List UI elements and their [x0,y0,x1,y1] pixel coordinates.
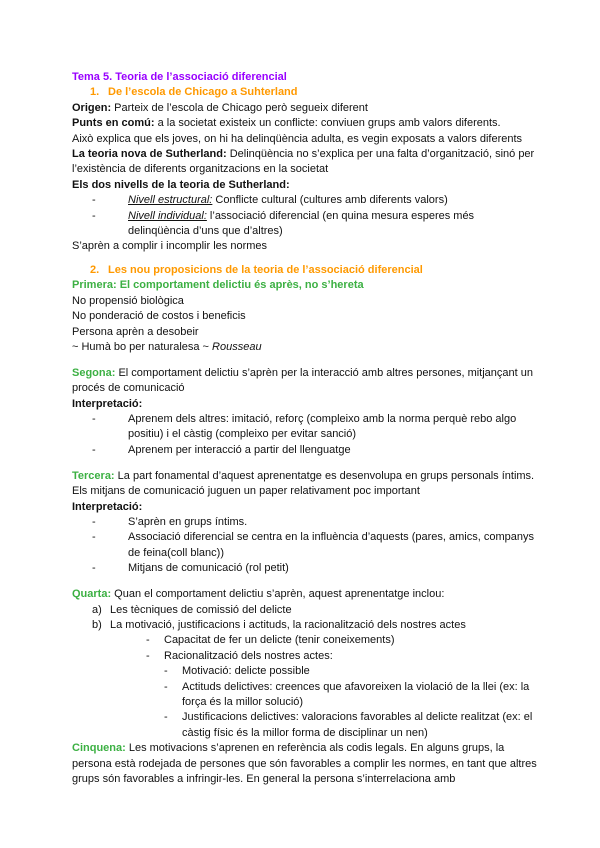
section-heading-2 [72,263,542,278]
text: Les tècniques de comissió del delicte [110,603,292,616]
tercera-paragraph [72,469,542,500]
text: Conflicte cultural (cultures amb diferents valors) [212,194,448,207]
list-item [72,530,542,561]
nivells-heading: Els dos nivells de la teoria de Sutherland: [72,178,290,191]
section-heading-1 [72,85,542,100]
origen-paragraph [72,101,542,116]
list-item [72,561,542,576]
list-item [72,603,542,618]
list-item [72,618,542,633]
bullet: - [164,680,168,693]
text: Parteix de l’escola de Chicago però segueix diferent [111,101,368,114]
primera-line: No ponderació de costos i beneficis [72,310,246,323]
label: Nivell estructural: [128,194,213,207]
bullet: - [146,634,150,647]
text: El comportament delictiu s’aprèn per la interacció amb altres persones, mitjançant un procés de comunicació [72,366,533,395]
list-item [72,664,542,679]
bullet: - [92,443,96,456]
bullet: - [146,649,150,662]
huma-line [72,340,542,355]
marker: a) [92,603,102,616]
label: Segona: [72,366,116,379]
label: Quarta: [72,588,112,601]
heading-number: 2. [90,263,100,276]
text: Capacitat de fer un delicte (tenir coneixements) [164,634,395,647]
interpretacio-heading: Interpretació: [72,397,143,410]
segona-paragraph [72,366,542,397]
bullet: - [92,562,96,575]
list-item [72,412,542,443]
text: Associació diferencial se centra en la influència d’aquests (pares, amics, companys de feina(coll blanc)) [128,531,534,559]
label: Origen: [72,101,112,114]
aixo-paragraph: Això explica que els joves, on hi ha delinqüència adulta, es vegin exposats a valors diferents [72,132,523,145]
heading-text: Les nou proposicions de la teoria de l’associació diferencial [108,263,423,276]
text: La motivació, justificacions i actituds, la racionalització dels nostres actes [110,618,466,631]
text: La part fonamental d’aquest aprenentatge es desenvolupa en grups personals íntims. Els mitjans de comunicació juguen un paper relativament poc important [72,469,535,498]
primera-heading: Primera: El comportament delictiu és après, no s’hereta [72,279,364,292]
text: Aprenem dels altres: imitació, reforç (compleixo amb la norma perquè rebo algo positiu) i el càstig (compleixo per evitar sanció) [128,413,517,441]
list-item [72,443,542,458]
list-item [72,209,542,240]
label: La teoria nova de Sutherland: [72,148,227,161]
quarta-paragraph [72,587,542,602]
punts-paragraph [72,116,542,131]
text: S’aprèn en grups íntims. [128,515,248,528]
list-item [72,649,542,664]
text: Mitjans de comunicació (rol petit) [128,562,289,575]
bullet: - [92,413,96,426]
text: Justificacions delictives: valoracions favorables al delicte realitzat (ex: el càstig físic és la millor forma de disciplinar un nen) [182,711,533,739]
primera-line: No propensió biològica [72,294,184,307]
bullet: - [164,711,168,724]
list-item [72,515,542,530]
primera-line: Persona aprèn a desobeir [72,325,199,338]
marker: b) [92,618,102,631]
cinquena-paragraph [72,741,542,787]
bullet: - [92,515,96,528]
label: Cinquena: [72,742,126,755]
list-item [72,710,542,741]
bullet: - [92,209,96,222]
text: Quan el comportament delictiu s’aprèn, aquest aprenentatge inclou: [111,588,445,601]
bullet: - [92,194,96,207]
heading-number: 1. [90,86,100,99]
document-title: Tema 5. Teoria de l’associació diferencial [72,71,287,83]
teoria-paragraph [72,147,542,178]
list-item [72,680,542,711]
heading-text: De l’escola de Chicago a Suhterland [108,86,298,99]
text: Aprenem per interacció a partir del llenguatge [128,443,351,456]
label: Nivell individual: [128,209,207,222]
text: Motivació: delicte possible [182,665,310,678]
text: a la societat existeix un conflicte: conviuen grups amb valors diferents. [154,117,501,130]
text: ~ Humà bo per naturalesa ~ [72,340,213,353]
bullet: - [92,531,96,544]
text: Delinqüència no s’explica per una falta d’organització, sinó per l’existència de diferents organitzacions en la societat [72,148,535,176]
label: Tercera: [72,469,115,482]
label: Punts en comú: [72,117,155,130]
closing-paragraph: S’aprèn a complir i incomplir les normes [72,240,268,253]
text: Actituds delictives: creences que afavoreixen la violació de la llei (ex: la força és la millor solució) [182,680,530,708]
text: Les motivacions s’aprenen en referència als codis legals. En alguns grups, la persona està rodejada de persones que són favorables a complir les normes, en tant que altres grups són favorables a infringir-les. En general la persona s’interrelaciona amb [72,742,537,785]
text: Racionalització dels nostres actes: [164,649,333,662]
text: l’associació diferencial (en quina mesura esperes més delinqüència d’uns que d’altres) [128,209,475,238]
author: Rousseau [212,340,262,353]
bullet: - [164,665,168,678]
list-item [72,193,542,208]
list-item [72,633,542,648]
document-page [72,70,542,787]
interpretacio-heading: Interpretació: [72,500,143,513]
